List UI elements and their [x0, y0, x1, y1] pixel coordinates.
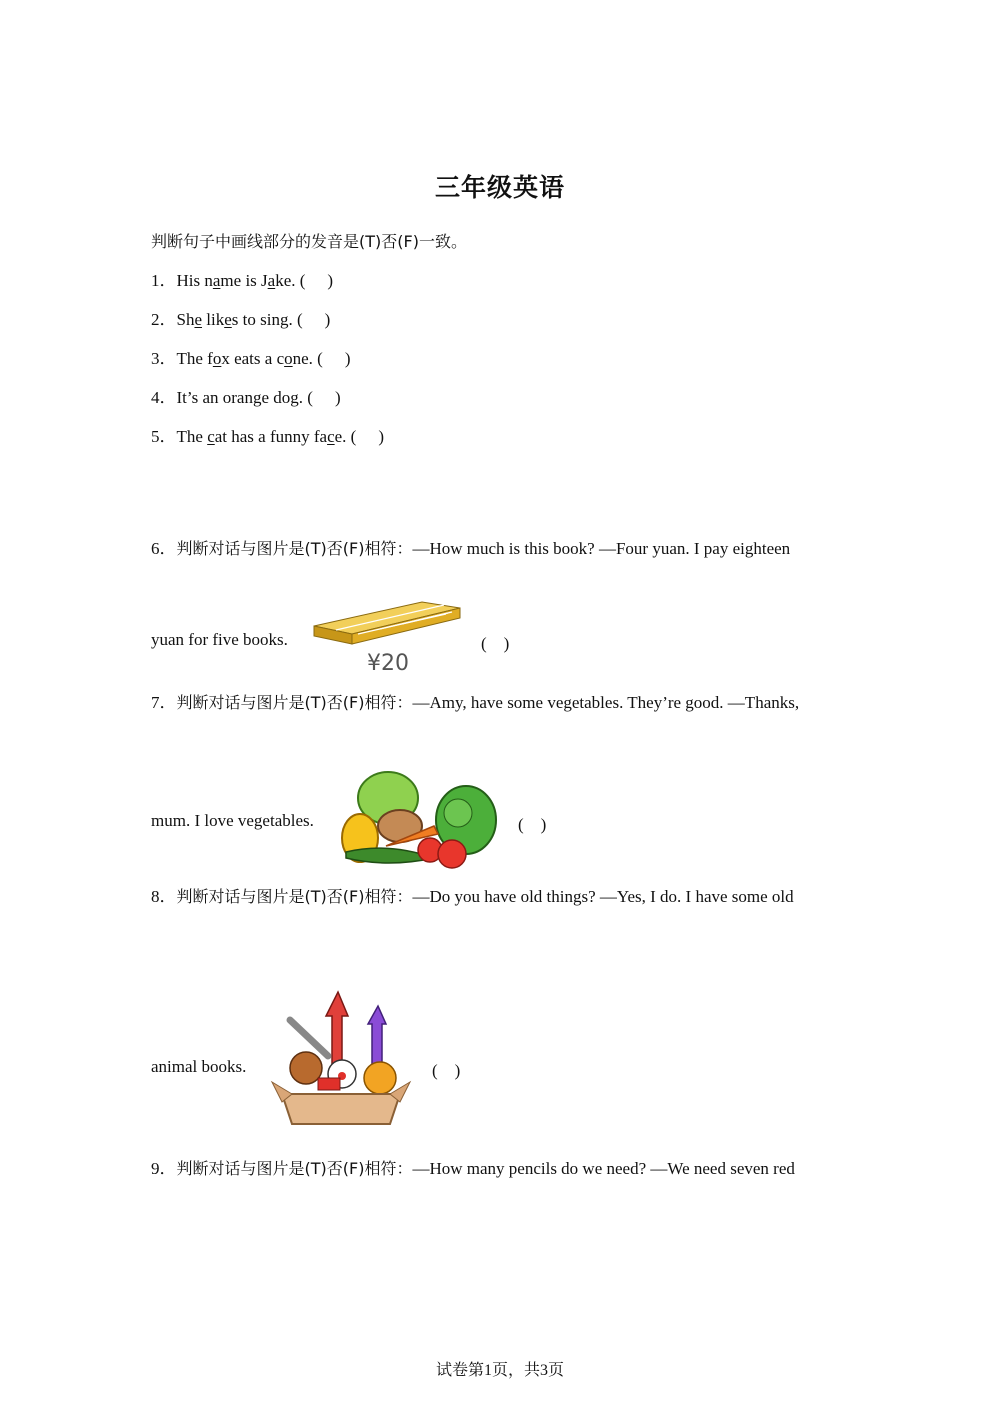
- item-number: 5．: [151, 427, 177, 446]
- question-8-line-2: animal books.: [151, 1057, 247, 1076]
- underlined-letter: o: [212, 349, 222, 368]
- answer-parentheses[interactable]: ( ): [432, 1061, 461, 1080]
- answer-parentheses[interactable]: ( ): [518, 815, 547, 834]
- underlined-letter: e: [224, 310, 232, 329]
- answer-parentheses[interactable]: ( ): [481, 634, 510, 653]
- underlined-letter: g: [290, 388, 299, 407]
- question-9-line-1: 9．判断对话与图片是(T)否(F)相符：—How many pencils do we need? —We need seven red: [151, 1159, 795, 1178]
- vegetables-icon: [338, 768, 500, 870]
- phonics-item-2: 2．She likes to sing. ( ): [151, 310, 331, 329]
- phonics-item-3: 3．The fox eats a cone. ( ): [151, 349, 351, 368]
- question-6-line-1: 6．判断对话与图片是(T)否(F)相符：—How much is this book? —Four yuan. I pay eighteen: [151, 539, 791, 558]
- price-label: ¥20: [367, 651, 409, 676]
- item-number: 2．: [151, 310, 177, 329]
- phonics-item-5: 5．The cat has a funny face. ( ): [151, 427, 385, 446]
- book-stack: [314, 602, 460, 644]
- underlined-letter: a: [212, 271, 221, 290]
- question-6-line-2: yuan for five books.: [151, 630, 288, 649]
- books-icon: [312, 598, 462, 678]
- question-7-line-2: mum. I love vegetables.: [151, 811, 314, 830]
- page-title: 三年级英语: [434, 173, 565, 202]
- toy-box-icon: [268, 986, 414, 1130]
- phonics-item-1: 1．His name is Jake. ( ): [151, 271, 334, 290]
- question-7-line-1: 7．判断对话与图片是(T)否(F)相符：—Amy, have some vegetables. They’re good. —Thanks,: [151, 693, 800, 712]
- page-footer: 试卷第1页，共3页: [435, 1362, 564, 1379]
- underlined-letter: c: [207, 427, 215, 446]
- instruction: 判断句子中画线部分的发音是(T)否(F)一致。: [151, 232, 467, 251]
- item-number: 3．: [151, 349, 177, 368]
- question-8-line-1: 8．判断对话与图片是(T)否(F)相符：—Do you have old things? —Yes, I do. I have some old: [151, 887, 794, 906]
- underlined-letter: a: [267, 271, 276, 290]
- underlined-letter: c: [327, 427, 335, 446]
- item-number: 1．: [151, 271, 177, 290]
- item-number: 4．: [151, 388, 177, 407]
- underlined-letter: e: [194, 310, 203, 329]
- underlined-letter: g: [252, 388, 262, 407]
- phonics-item-4: 4．It’s an orange dog. ( ): [151, 388, 341, 407]
- underlined-letter: o: [284, 349, 293, 368]
